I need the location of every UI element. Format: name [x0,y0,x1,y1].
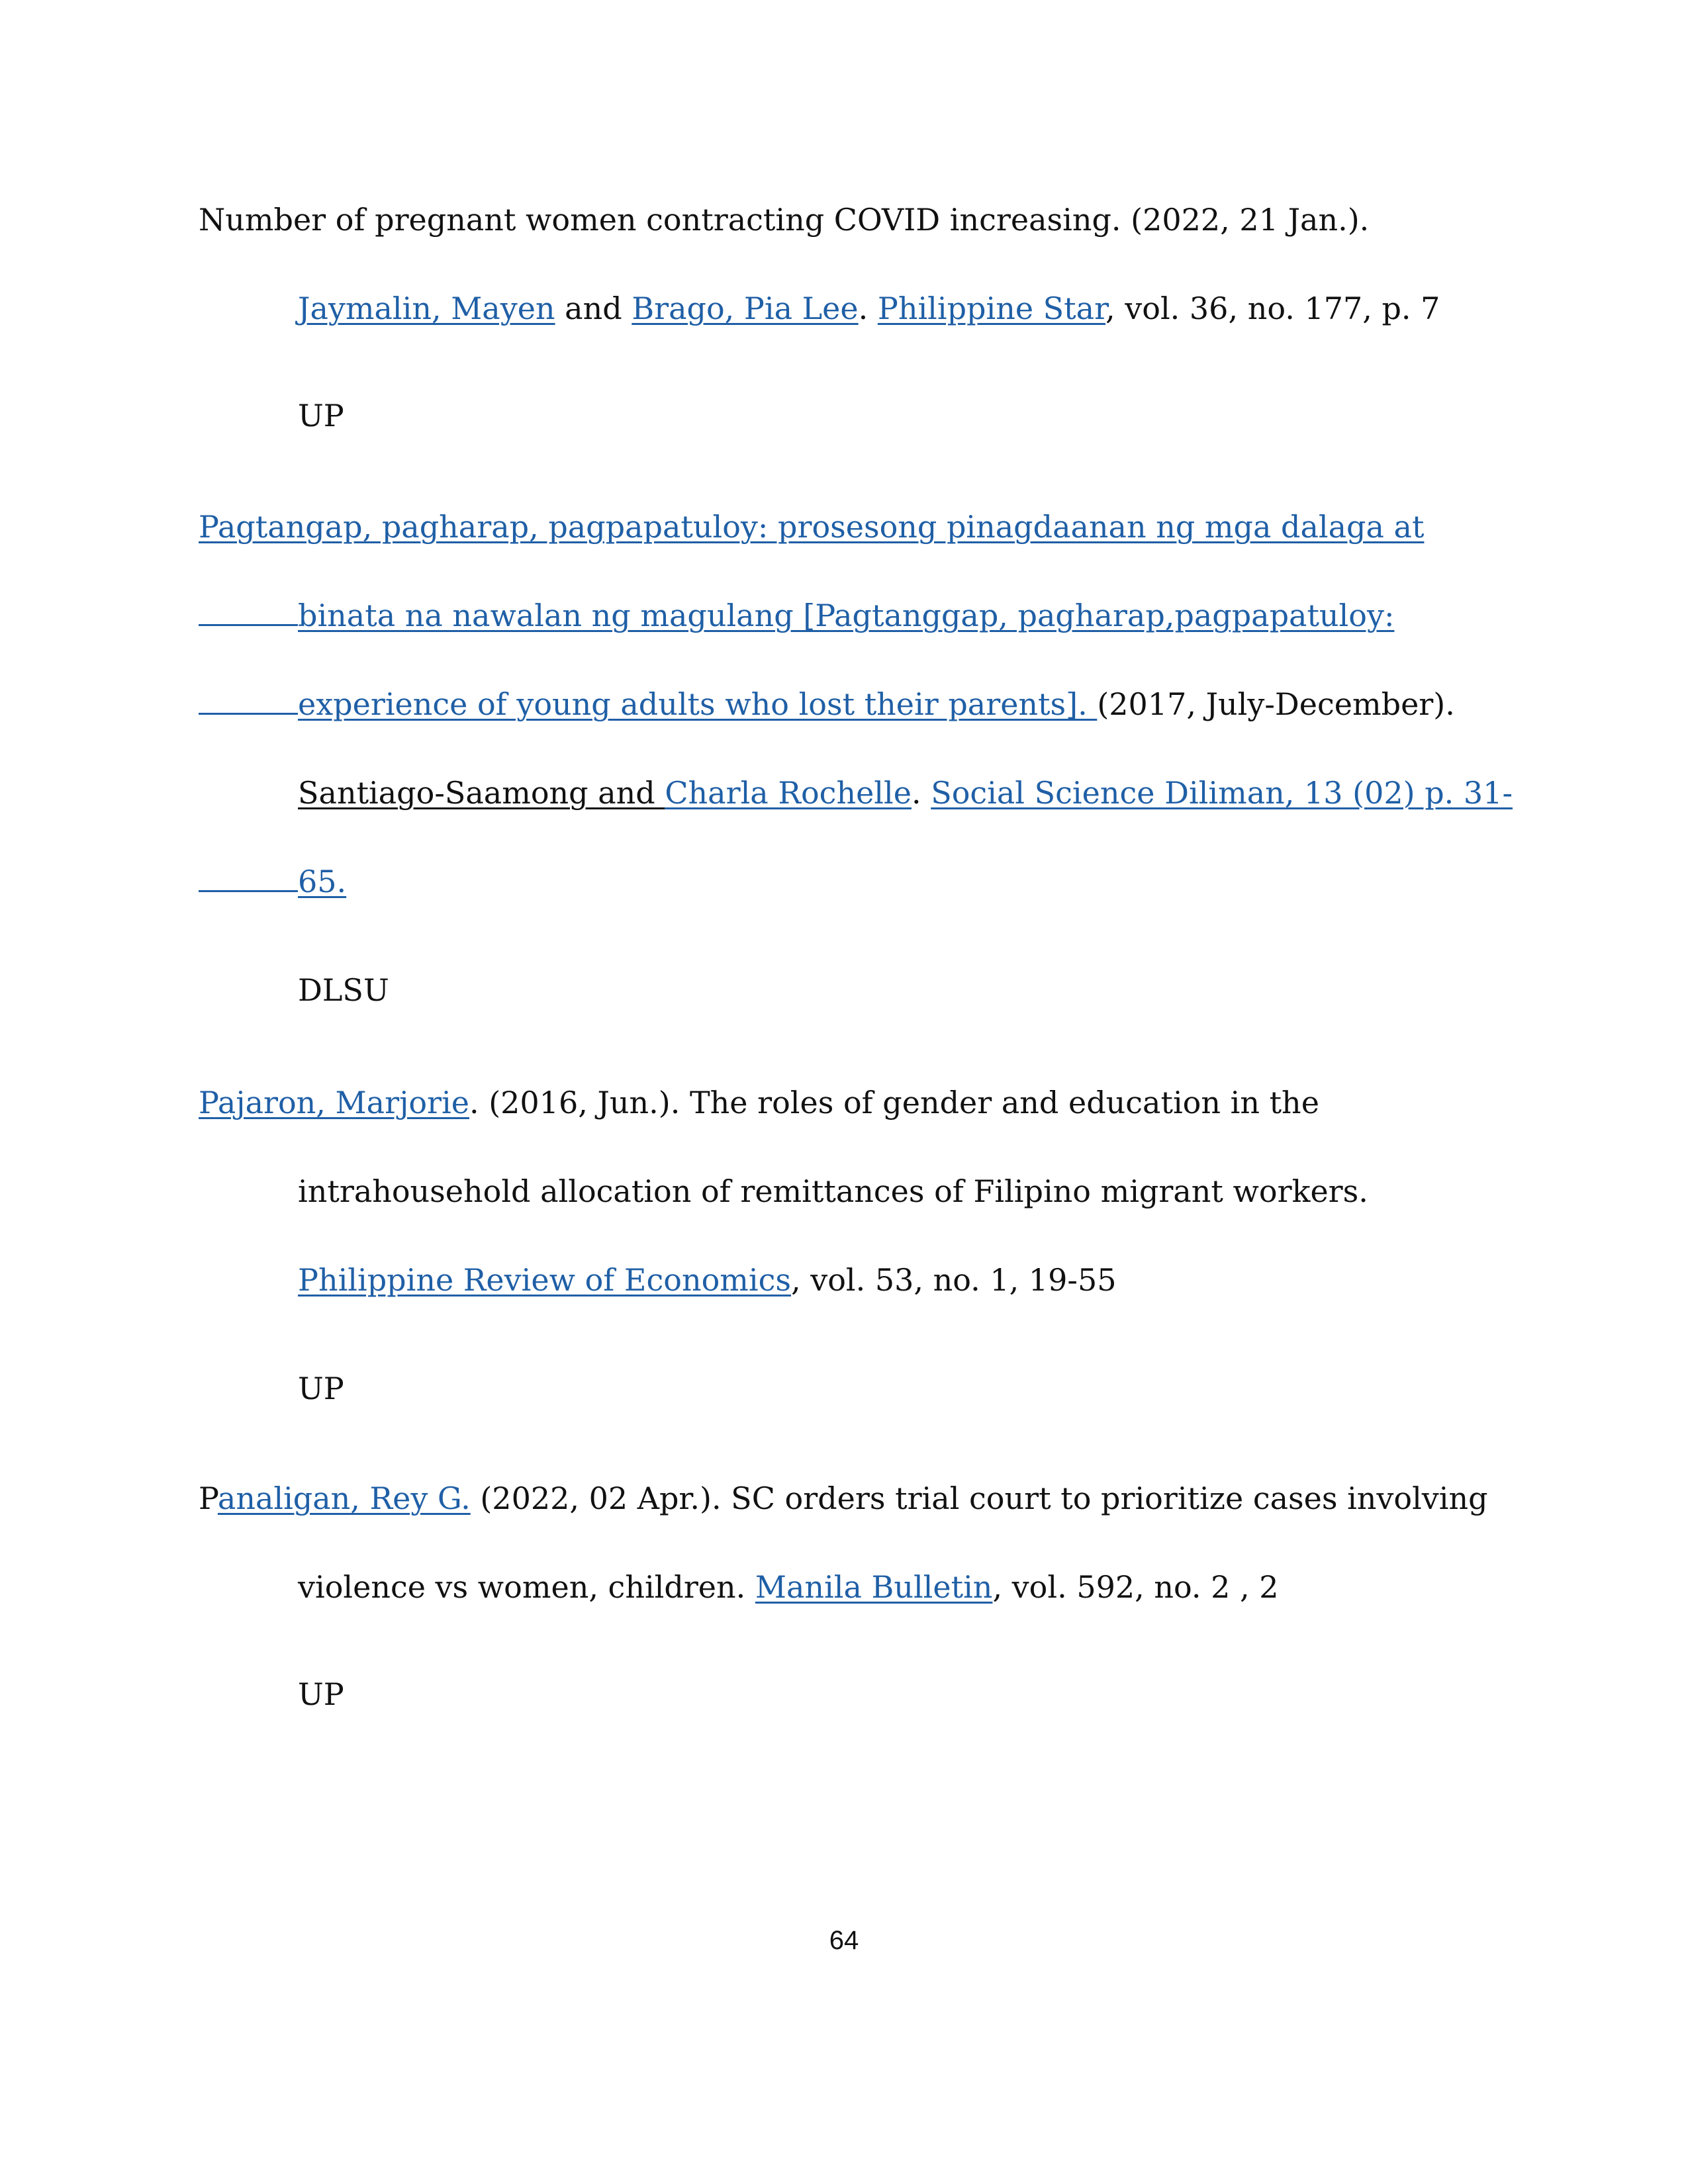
source-link-social-science-diliman[interactable]: Social Science Diliman, 13 (02) p. 31- [931,775,1513,811]
citation-2-authors: Santiago-Saamong and Charla Rochelle. Social Science Diliman, 13 (02) p. 31- [298,775,1513,811]
source-link-philippine-star[interactable]: Philippine Star [877,291,1106,326]
citation-1-library: UP [298,398,344,433]
citation-2-source-line-2 [199,862,346,901]
citation-4-line-2: violence vs women, children. Manila Bulletin, vol. 592, no. 2 , 2 [298,1569,1279,1605]
author-link-panaligan[interactable]: analigan, Rey G. [217,1480,471,1516]
author-link-brago[interactable]: Brago, Pia Lee [632,291,859,326]
citation-1-title: Number of pregnant women contracting COVID increasing. (2022, 21 Jan.). [199,202,1370,238]
citation-2-library: DLSU [298,972,389,1008]
citation-1-authors: Jaymalin, Mayen and Brago, Pia Lee. Philippine Star, vol. 36, no. 177, p. 7 [298,291,1440,326]
citation-2-title-line-2 [199,596,1394,635]
citation-4-library: UP [298,1676,344,1712]
citation-2-title-line-3: experience of young adults who lost their parents]. (2017, July-December). [199,684,1455,724]
citation-3-line-1: Pajaron, Marjorie. (2016, Jun.). The roles of gender and education in the [199,1085,1319,1120]
title-link-pagtangap-cont[interactable]: binata na nawalan ng magulang [Pagtanggap, pagharap,pagpapatuloy: [298,598,1395,633]
title-link-pagtangap-end[interactable]: experience of young adults who lost their parents]. [298,686,1098,722]
author-link-jaymalin[interactable]: Jaymalin, Mayen [298,291,555,326]
page-number: 64 [829,1926,859,1955]
citation-2-title-line-1 [199,507,1424,547]
author-link-pajaron[interactable]: Pajaron, Marjorie [199,1085,469,1120]
citation-3-source: Philippine Review of Economics, vol. 53, no. 1, 19-55 [298,1262,1117,1298]
citation-3-line-2: intrahousehold allocation of remittances of Filipino migrant workers. [298,1173,1368,1209]
source-link-philippine-review-of-economics[interactable]: Philippine Review of Economics [298,1262,791,1298]
source-link-social-science-diliman-cont[interactable]: 65. [298,864,347,899]
author-link-charla-rochelle[interactable]: Charla Rochelle [665,775,912,811]
citation-3-library: UP [298,1371,344,1406]
title-link-pagtangap[interactable]: Pagtangap, pagharap, pagpapatuloy: prosesong pinagdaanan ng mga dalaga at [199,509,1425,545]
source-link-manila-bulletin[interactable]: Manila Bulletin [755,1569,993,1605]
citation-4-line-1: Panaligan, Rey G. (2022, 02 Apr.). SC orders trial court to prioritize cases involving [199,1480,1488,1516]
